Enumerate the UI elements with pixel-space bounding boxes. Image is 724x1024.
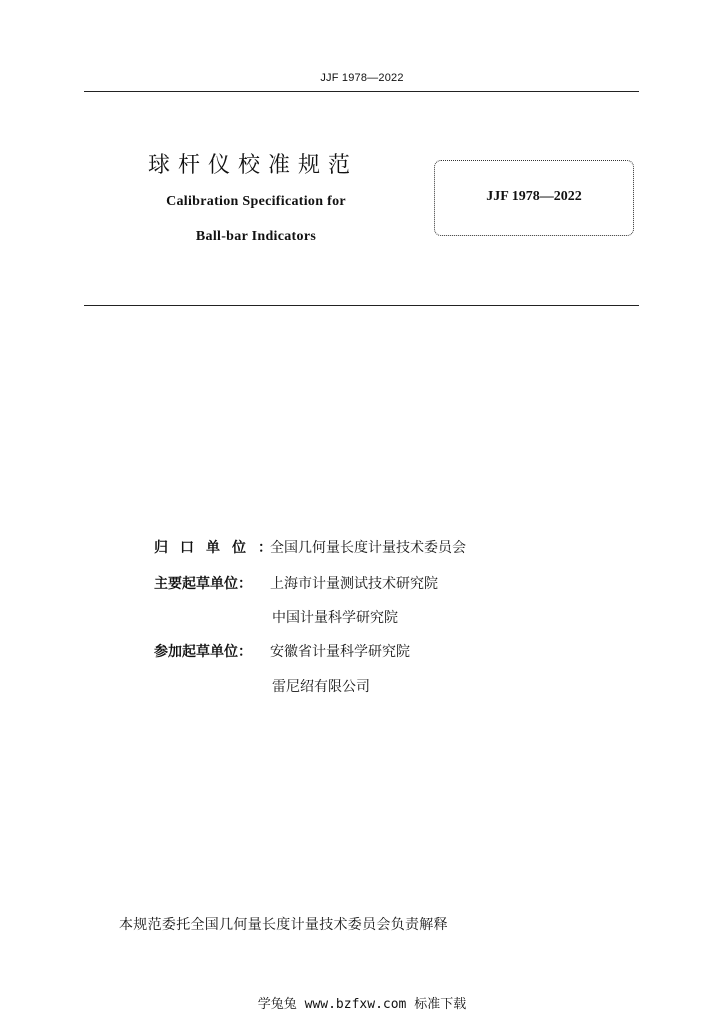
- responsible-unit-label: 归口单位：: [154, 540, 284, 556]
- interpretation-note: 本规范委托全国几何量长度计量技术委员会负责解释: [119, 917, 448, 933]
- drafting-unit-value-2: 中国计量科学研究院: [272, 610, 398, 626]
- header-rule: [84, 91, 639, 92]
- title-english-line1: Calibration Specification for: [166, 194, 346, 209]
- participating-unit-label: 参加起草单位：: [154, 644, 252, 660]
- drafting-unit-label: 主要起草单位：: [154, 576, 252, 592]
- responsible-unit-row: [154, 537, 466, 557]
- download-watermark: 学兔兔 www.bzfxw.com 标准下载: [257, 997, 467, 1012]
- drafting-unit-row: [154, 573, 438, 593]
- standard-code-box-text: JJF 1978—2022: [486, 189, 582, 204]
- title-chinese: 球杆仪校准规范: [148, 153, 359, 178]
- participating-unit-value-2: 雷尼绍有限公司: [272, 679, 370, 695]
- header-standard-code: JJF 1978—2022: [320, 72, 404, 84]
- title-english-line2: Ball-bar Indicators: [195, 229, 317, 244]
- participating-unit-value-1: 安徽省计量科学研究院: [270, 644, 410, 660]
- drafting-unit-value-1: 上海市计量测试技术研究院: [270, 576, 438, 592]
- responsible-unit-value: 全国几何量长度计量技术委员会: [270, 540, 466, 556]
- participating-unit-row: [154, 641, 410, 661]
- title-section-rule: [84, 305, 639, 306]
